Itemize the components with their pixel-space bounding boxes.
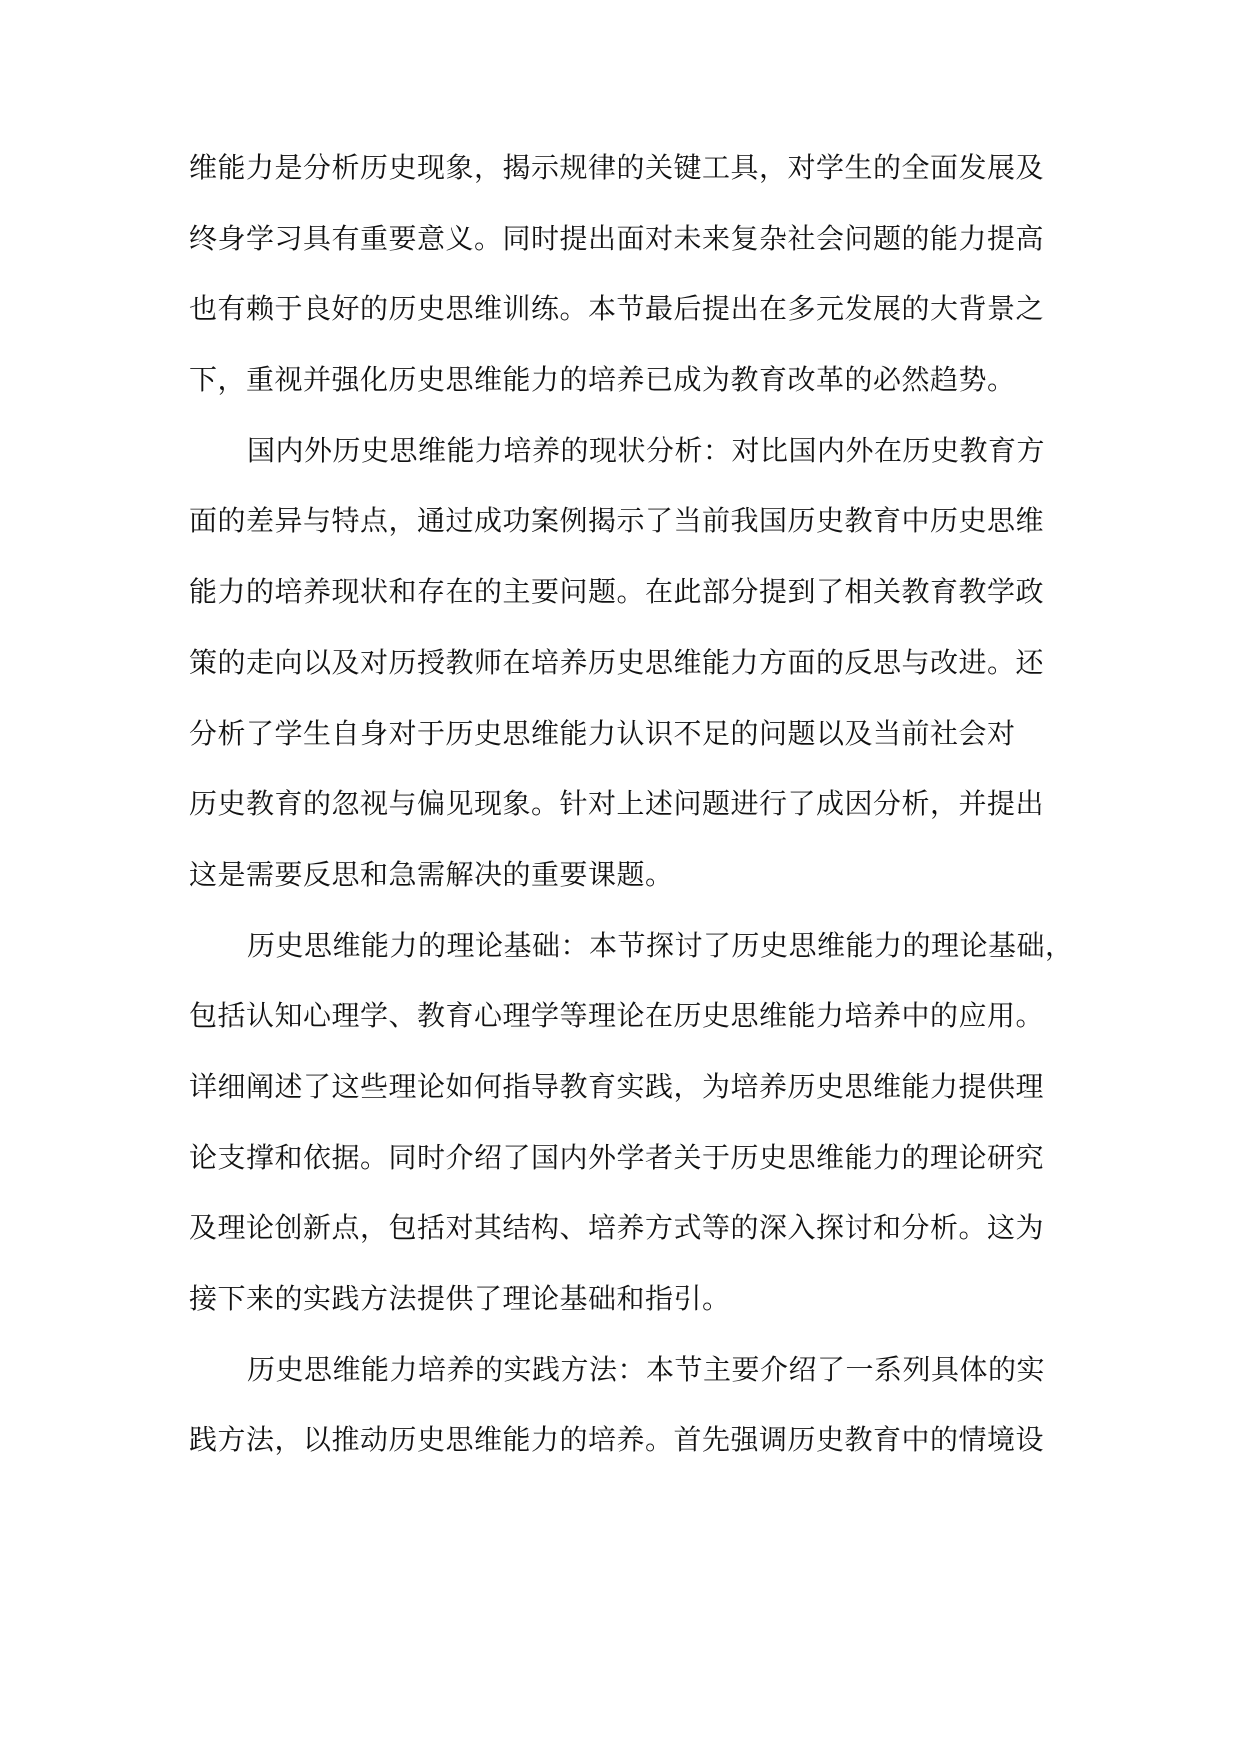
- paragraph-practice: [189, 1350, 1069, 1491]
- paragraph-continuation: [189, 148, 1069, 431]
- text-line: 接下来的实践方法提供了理论基础和指引。: [189, 1282, 731, 1315]
- text-line: 面的差异与特点，通过成功案例揭示了当前我国历史教育中历史思维: [189, 504, 1045, 538]
- text-line: 分析了学生自身对于历史思维能力认识不足的问题以及当前社会对: [189, 716, 1016, 750]
- text-line: 能力的培养现状和存在的主要问题。在此部分提到了相关教育教学政: [189, 575, 1045, 609]
- text-line: 终身学习具有重要意义。同时提出面对未来复杂社会问题的能力提高: [189, 221, 1045, 255]
- text-line: 历史思维能力培养的实践方法：本节主要介绍了一系列具体的实: [247, 1352, 1046, 1386]
- text-line: 论支撑和依据。同时介绍了国内外学者关于历史思维能力的理论研究: [189, 1140, 1045, 1174]
- text-line: 下，重视并强化历史思维能力的培养已成为教育改革的必然趋势。: [189, 363, 1016, 397]
- paragraph-status-analysis: [189, 431, 1069, 926]
- text-line: 策的走向以及对历授教师在培养历史思维能力方面的反思与改进。还: [189, 645, 1045, 679]
- text-line: 践方法，以推动历史思维能力的培养。首先强调历史教育中的情境设: [189, 1423, 1045, 1457]
- text-line: 包括认知心理学、教育心理学等理论在历史思维能力培养中的应用。: [189, 999, 1045, 1033]
- text-line: 也有赖于良好的历史思维训练。本节最后提出在多元发展的大背景之: [189, 292, 1045, 326]
- paragraph-theory: [189, 926, 1074, 1350]
- text-line: 历史教育的忽视与偏见现象。针对上述问题进行了成因分析，并提出: [189, 787, 1045, 821]
- text-line: 国内外历史思维能力培养的现状分析：对比国内外在历史教育方: [247, 433, 1046, 467]
- text-line: 维能力是分析历史现象，揭示规律的关键工具，对学生的全面发展及: [189, 151, 1045, 184]
- text-line: 详细阐述了这些理论如何指导教育实践，为培养历史思维能力提供理: [189, 1069, 1045, 1103]
- text-line: 及理论创新点，包括对其结构、培养方式等的深入探讨和分析。这为: [189, 1211, 1045, 1245]
- text-line: 历史思维能力的理论基础：本节探讨了历史思维能力的理论基础，: [247, 928, 1074, 962]
- body-text: [189, 148, 1074, 1491]
- text-line: 这是需要反思和急需解决的重要课题。: [189, 857, 674, 891]
